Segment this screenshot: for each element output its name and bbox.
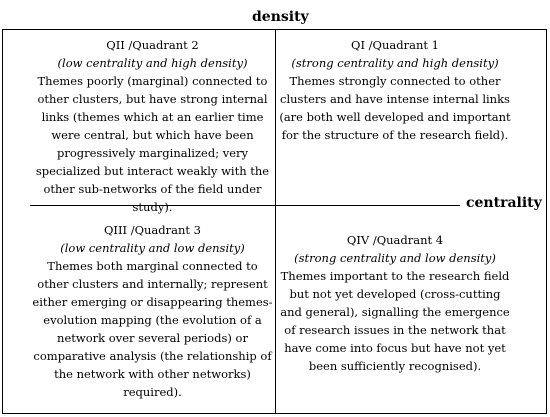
density-axis-label: density — [252, 9, 309, 25]
quadrant-4-description: Themes important to the research field but not yet developed (cross-cutting and general), signalling the emergence of research issues in the network that have come into focus but have not yet been sufficiently recognised). — [280, 269, 510, 373]
quadrant-1-description: Themes strongly connected to other clusters and have intense internal links (are both well developed and important for the structure of the research field). — [279, 74, 511, 142]
quadrant-1-title: QI /Quadrant 1 — [351, 38, 439, 52]
quadrant-2-description: Themes poorly (marginal) connected to other clusters, but have strong internal links (themes which at an earlier time were central, but which have been progressively marginalized; very specialized but interact weakly with the other sub-networks of the field under study). — [35, 74, 270, 214]
quadrant-2 — [32, 36, 273, 216]
quadrant-1-subtitle: (strong centrality and high density) — [291, 56, 499, 70]
quadrant-3-title: QIII /Quadrant 3 — [104, 223, 201, 237]
quadrant-3-description: Themes both marginal connected to other clusters and internally; represent either emerging or disappearing themes-evolution mapping (the evolution of a network over several periods) or comparative analysis (the relationship of the network with other networks) required). — [32, 259, 273, 399]
quadrant-4 — [279, 231, 511, 375]
density-axis-line — [275, 29, 276, 414]
quadrant-3-subtitle: (low centrality and low density) — [60, 241, 245, 255]
quadrant-2-subtitle: (low centrality and high density) — [57, 56, 248, 70]
quadrant-3 — [32, 221, 273, 401]
quadrant-4-subtitle: (strong centrality and low density) — [294, 251, 496, 265]
quadrant-4-title: QIV /Quadrant 4 — [346, 233, 444, 247]
quadrant-1 — [279, 36, 511, 144]
quadrant-2-title: QII /Quadrant 2 — [106, 38, 199, 52]
centrality-axis-label: centrality — [466, 195, 542, 211]
